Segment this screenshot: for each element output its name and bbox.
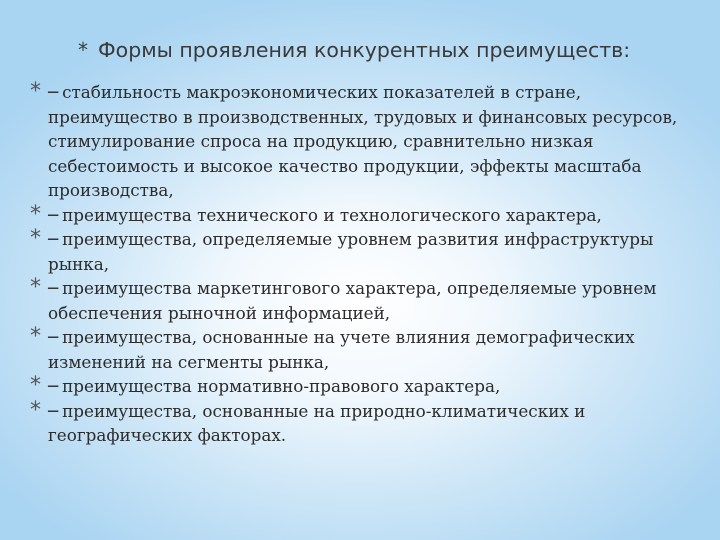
list-item bbox=[30, 399, 700, 448]
list-item bbox=[30, 325, 700, 374]
asterisk-icon: * bbox=[30, 397, 41, 423]
asterisk-icon: * bbox=[30, 79, 41, 104]
asterisk-icon: * bbox=[30, 373, 41, 398]
title-text: Формы проявления конкурентных преимуществ: bbox=[98, 38, 631, 62]
list-item-text: преимущества, основанные на природно-климатических и географических факторах. bbox=[48, 400, 586, 445]
dash: ─ bbox=[48, 204, 59, 225]
asterisk-icon: * bbox=[30, 226, 41, 251]
dash: ─ bbox=[48, 327, 59, 347]
list-item-text: стабильность макроэкономических показателей в стране, преимущество в производственных, трудовых и финансовых ресурсов, стимулирование спроса на продукцию, сравнительно низкая себестоимость и высокое качество продукции, эффекты масштаба производства, bbox=[48, 82, 678, 200]
list-item-text: преимущества, основанные на учете влияния демографических изменений на сегменты рынка, bbox=[48, 327, 635, 372]
slide-title bbox=[78, 38, 708, 62]
list-item-text: преимущества, определяемые уровнем развития инфраструктуры рынка, bbox=[48, 229, 654, 274]
list-item bbox=[30, 374, 700, 399]
list-item-text: преимущества технического и технологического характера, bbox=[62, 204, 602, 225]
list-item bbox=[30, 203, 700, 228]
asterisk-icon: * bbox=[30, 324, 41, 349]
list-item bbox=[30, 80, 700, 203]
dash: ─ bbox=[48, 376, 59, 396]
list-item bbox=[30, 227, 700, 276]
title-asterisk-icon: * bbox=[78, 38, 88, 62]
dash: ─ bbox=[48, 82, 59, 102]
asterisk-icon: * bbox=[30, 201, 41, 227]
list-item bbox=[30, 276, 700, 325]
dash: ─ bbox=[48, 400, 59, 421]
list-item-text: преимущества маркетингового характера, определяемые уровнем обеспечения рыночной информацией, bbox=[48, 278, 657, 323]
bullet-list bbox=[30, 80, 700, 448]
list-item-text: преимущества нормативно-правового характера, bbox=[62, 376, 501, 396]
dash: ─ bbox=[48, 229, 59, 249]
dash: ─ bbox=[48, 278, 59, 298]
asterisk-icon: * bbox=[30, 275, 41, 300]
